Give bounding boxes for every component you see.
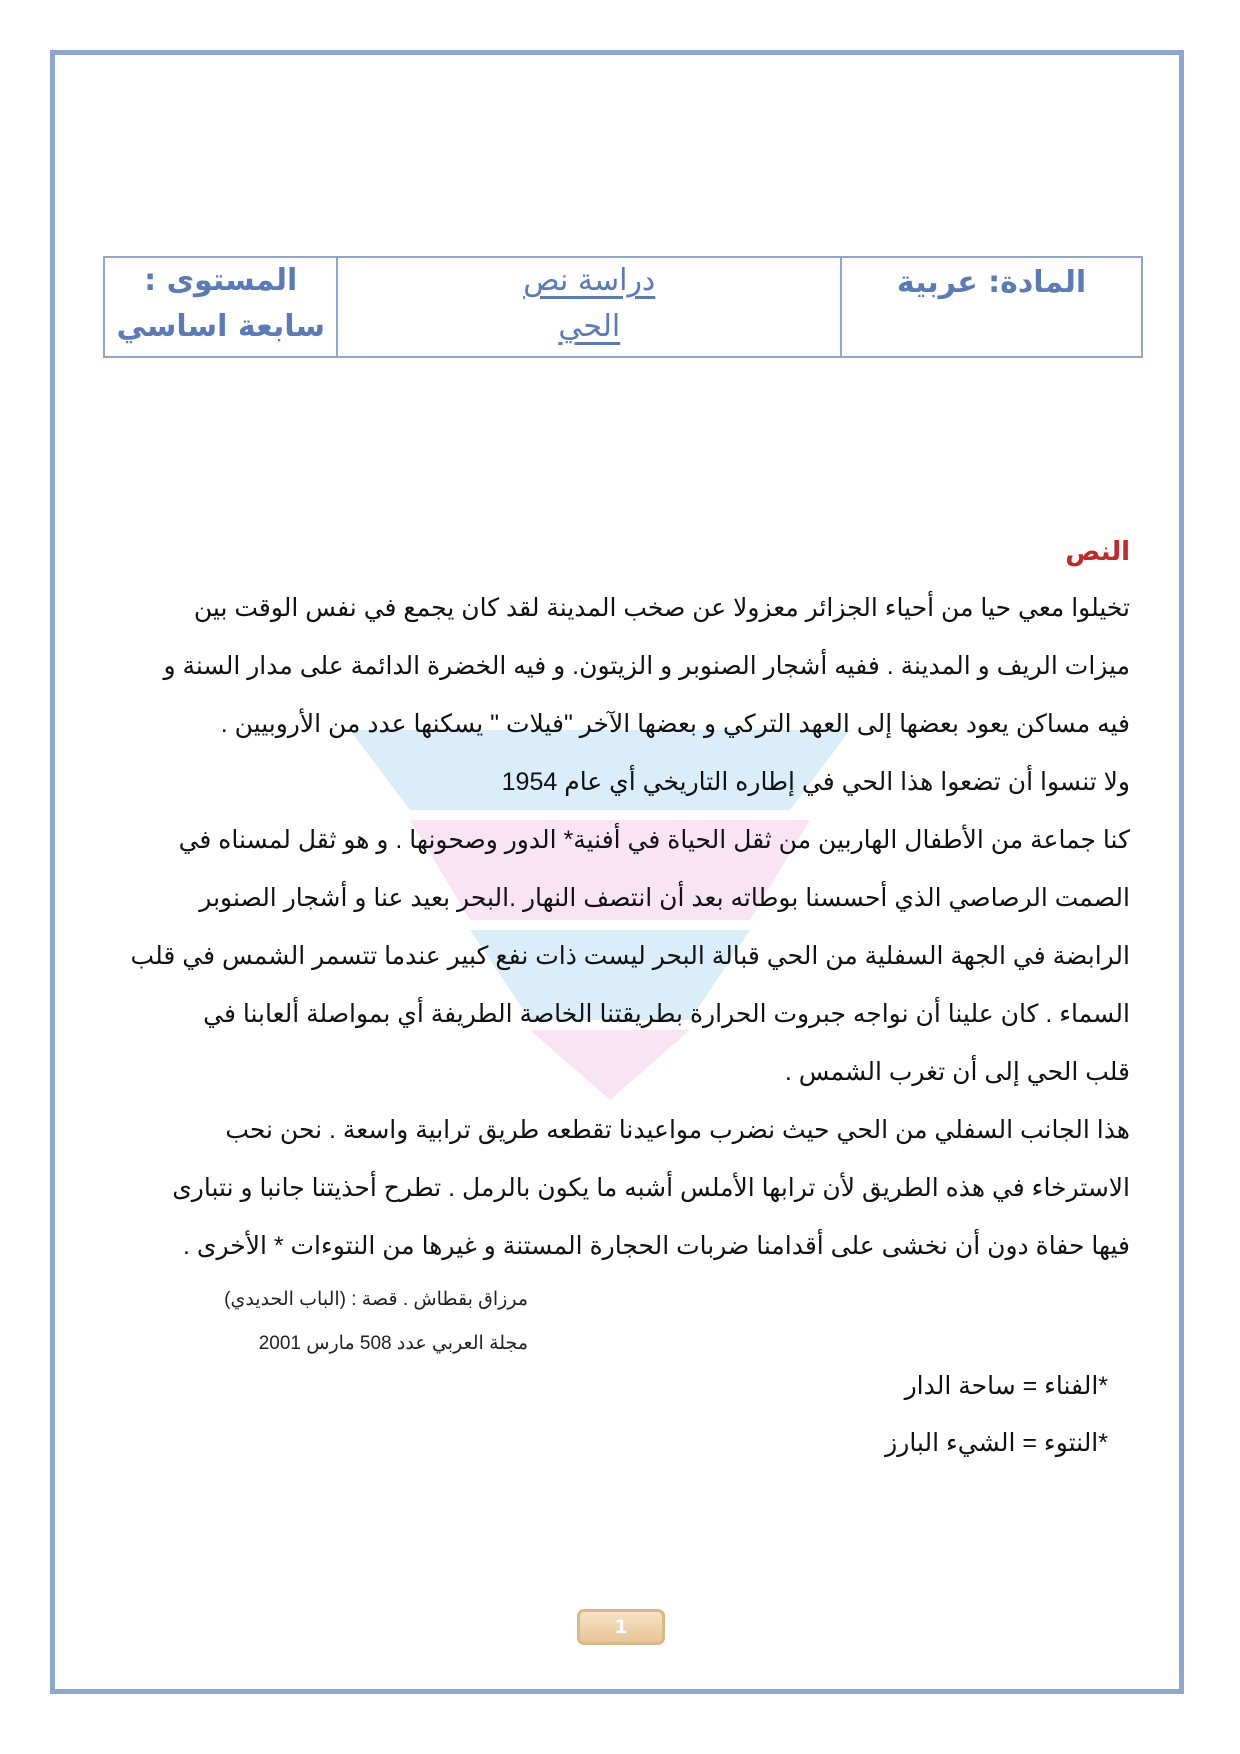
text-line: ولا تنسوا أن تضعوا هذا الحي في إطاره التاريخي أي عام 1954 bbox=[501, 768, 1130, 796]
level-label: المستوى : bbox=[144, 263, 298, 298]
text-line: الصمت الرصاصي الذي أحسسنا بوطاته بعد أن انتصف النهار .البحر بعيد عنا و أشجار الصنوبر bbox=[199, 884, 1130, 912]
glossary bbox=[885, 1358, 1108, 1472]
text-line: كنا جماعة من الأطفال الهاربين من ثقل الحياة في أفنية* الدور وصحونها . و هو ثقل لمسناه في bbox=[178, 826, 1130, 854]
lesson-title-cell bbox=[337, 257, 841, 357]
glossary-item: *النتوء = الشيء البارز bbox=[885, 1429, 1108, 1457]
text-line: ميزات الريف و المدينة . ففيه أشجار الصنوبر و الزيتون. و فيه الخضرة الدائمة على مدار السنة و bbox=[163, 652, 1130, 680]
glossary-item: *الفناء = ساحة الدار bbox=[904, 1372, 1108, 1400]
source-author: مرزاق بقطاش . قصة : (الباب الحديدي) bbox=[224, 1289, 528, 1310]
source-citation bbox=[224, 1278, 528, 1366]
text-heading: النص bbox=[1065, 537, 1130, 567]
text-line: السماء . كان علينا أن نواجه جبروت الحرارة بطريقتنا الخاصة الطريفة أي بمواصلة ألعابنا في bbox=[203, 1000, 1130, 1028]
level-value: سابعة اساسي bbox=[116, 309, 325, 344]
source-magazine: مجلة العربي عدد 508 مارس 2001 bbox=[258, 1333, 528, 1354]
text-line: الاسترخاء في هذه الطريق لأن ترابها الأملس أشبه ما يكون بالرمل . تطرح أحذيتنا جانبا و نتبارى bbox=[172, 1174, 1130, 1202]
lesson-type: دراسة نص bbox=[523, 263, 656, 298]
reading-text bbox=[115, 528, 1130, 1275]
text-line: فيه مساكن يعود بعضها إلى العهد التركي و بعضها الآخر "فيلات " يسكنها عدد من الأروبيين . bbox=[220, 710, 1130, 738]
text-line: هذا الجانب السفلي من الحي حيث نضرب مواعيدنا تقطعه طريق ترابية واسعة . نحن نحب bbox=[225, 1116, 1130, 1144]
text-line: تخيلوا معي حيا من أحياء الجزائر معزولا عن صخب المدينة لقد كان يجمع في نفس الوقت بين bbox=[193, 594, 1130, 622]
level-cell bbox=[104, 257, 337, 357]
text-line: قلب الحي إلى أن تغرب الشمس . bbox=[784, 1058, 1130, 1086]
page-number: 1 bbox=[577, 1609, 665, 1645]
header-table bbox=[103, 256, 1143, 358]
subject-cell: المادة: عربية bbox=[841, 257, 1142, 357]
text-line: الرابضة في الجهة السفلية من الحي قبالة البحر ليست ذات نفع كبير عندما تتسمر الشمس في قلب bbox=[130, 942, 1130, 970]
lesson-title: الحي bbox=[558, 309, 621, 344]
text-line: فيها حفاة دون أن نخشى على أقدامنا ضربات الحجارة المستنة و غيرها من النتوءات * الأخرى . bbox=[182, 1232, 1130, 1260]
